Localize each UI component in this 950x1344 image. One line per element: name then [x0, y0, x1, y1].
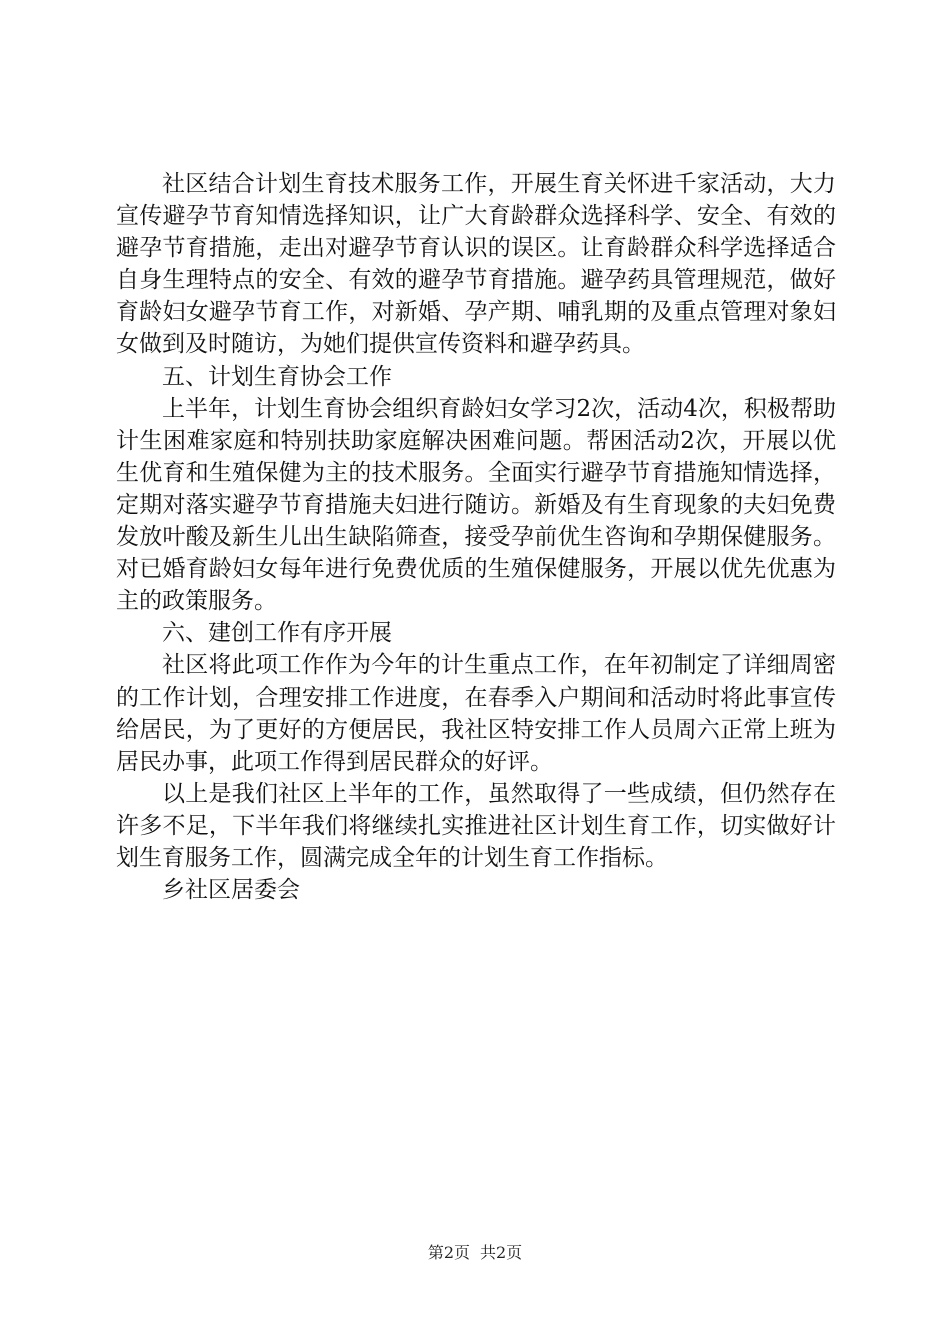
page-number-current: 第2页 — [427, 1243, 470, 1262]
paragraph-summary: 以上是我们社区上半年的工作，虽然取得了一些成绩，但仍然存在许多不足，下半年我们将继续扎实推进社区计划生育工作，切实做好计划生育服务工作，圆满完成全年的计划生育工作指标。 — [116, 780, 836, 871]
paragraph-association-work: 上半年，计划生育协会组织育龄妇女学习2次，活动4次，积极帮助计生困难家庭和特别扶助家庭解决困难问题。帮困活动2次，开展以优生优育和生殖保健为主的技术服务。全面实行避孕节育措施知情选择，定期对落实避孕节育措施夫妇进行随访。新婚及有生育现象的夫妇免费发放叶酸及新生儿出生缺陷筛查，接受孕前优生咨询和孕期保健服务。对已婚育龄妇女每年进行免费优质的生殖保健服务，开展以优先优惠为主的政策服务。 — [116, 395, 836, 615]
page-number-total: 共2页 — [480, 1243, 523, 1262]
paragraph-creation-work: 社区将此项工作作为今年的计生重点工作，在年初制定了详细周密的工作计划，合理安排工作进度，在春季入户期间和活动时将此事宣传给居民，为了更好的方便居民，我社区特安排工作人员周六正常上班为居民办事，此项工作得到居民群众的好评。 — [116, 652, 836, 775]
page-footer — [0, 1243, 950, 1263]
section-heading-six: 六、建创工作有序开展 — [162, 620, 392, 647]
section-heading-five: 五、计划生育协会工作 — [162, 363, 392, 390]
document-body — [116, 168, 836, 906]
signature-committee: 乡社区居委会 — [162, 877, 300, 904]
paragraph-contraception-services: 社区结合计划生育技术服务工作，开展生育关怀进千家活动，大力宣传避孕节育知情选择知识，让广大育龄群众选择科学、安全、有效的避孕节育措施，走出对避孕节育认识的误区。让育龄群众科学选择适合自身生理特点的安全、有效的避孕节育措施。避孕药具管理规范，做好育龄妇女避孕节育工作，对新婚、孕产期、哺乳期的及重点管理对象妇女做到及时随访，为她们提供宣传资料和避孕药具。 — [116, 171, 836, 358]
